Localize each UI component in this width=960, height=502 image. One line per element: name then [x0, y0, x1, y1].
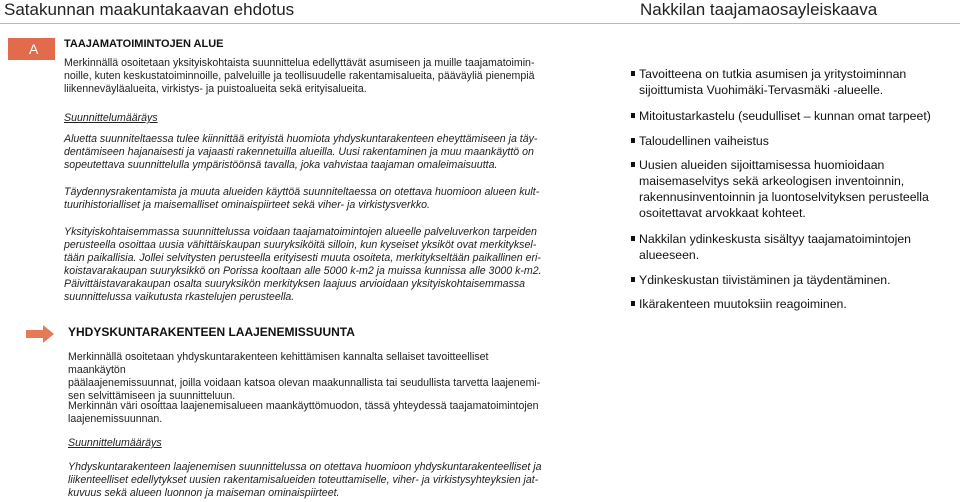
bullet-square-icon [631, 162, 635, 167]
section2-rec-label: Suunnittelumääräys [68, 437, 162, 449]
text-line: Merkinnällä osoitetaan yksityiskohtaista suunnittelua edellyttävät asumiseen ja muille taajamatoimin- [64, 57, 535, 69]
text-line: liikenneväyläalueita, virkistys- ja puistoalueita sekä erityisalueita. [64, 83, 367, 95]
bullet-square-icon [631, 138, 635, 143]
bullet-square-icon [631, 277, 635, 282]
text-line: Aluetta suunniteltaessa tulee kiinnittää erityistä huomiota yhdyskuntarakenteen eheyttämiseen ja täy- [64, 133, 538, 145]
text-line: maisemaselvitys sekä arkeologisen inventoinnin, [639, 174, 905, 188]
section1-rec-2 [64, 186, 544, 212]
section1-rec-label: Suunnittelumääräys [64, 112, 158, 124]
text-line: Nakkilan ydinkeskusta sisältyy taajamatoimintojen [639, 232, 912, 246]
text-line: Yhdyskuntarakenteen laajenemisen suunnittelussa on otettava huomioon yhdyskuntarakenteelliset ja [68, 461, 542, 473]
text-line: suunnittelussa vaikutusta rkastelujen perusteella. [64, 291, 295, 303]
text-line: Ydinkeskustan tiivistäminen ja täydentäminen. [639, 273, 891, 287]
bullet-square-icon [631, 301, 635, 306]
text-line: Merkinnällä osoitetaan yhdyskuntarakenteen kehittämisen kannalta sellaiset tavoitteelliset maankäytön [68, 351, 489, 376]
text-line: Mitoitustarkastelu (seudulliset – kunnan omat tarpeet) [639, 109, 931, 123]
legend-badge-a: A [8, 38, 55, 60]
bullet-item-1 [631, 108, 931, 124]
text-line: osoitettavat arvokkaat kohteet. [639, 206, 806, 220]
bullet-item-0 [631, 66, 906, 98]
section1-definition [64, 57, 544, 96]
text-line: laajenemissuunnan. [68, 413, 163, 425]
title-divider [0, 23, 960, 24]
bullet-item-6 [631, 296, 847, 312]
bullet-text [639, 133, 769, 149]
bullet-text [639, 272, 891, 288]
section1-rec-1 [64, 133, 544, 172]
text-line: päälaajenemissuunnat, joilla voidaan katsoa olevan maakunnallista tai seudullista tarvetta laajenemi- [68, 377, 541, 389]
text-line: noille, kuten keskustatoiminnoille, palveluille ja teollisuudelle rakentamisalueita, pääväyliä pienempiä [64, 70, 535, 82]
bullet-square-icon [631, 236, 635, 241]
bullet-item-2 [631, 133, 769, 149]
text-line: tään paikallisia. Jollei selvitysten perusteella erityisesti muuta osoiteta, merkitykseltään paikallinen eri- [64, 252, 541, 264]
text-line: koistavarakaupan suuryksikkö on Porissa kooltaan alle 5000 k-m2 ja muissa kunnissa alle 3000 k-m2. [64, 265, 542, 277]
bullet-text [639, 296, 847, 312]
bullet-item-3 [631, 157, 929, 221]
left-page-title: Satakunnan maakuntakaavan ehdotus [4, 0, 295, 19]
bullet-text [639, 108, 931, 124]
text-line: tuurihistorialliset ja maisemalliset ominaispiirteet sekä viher- ja virkistysverkko. [64, 199, 430, 211]
section2-definition-2 [68, 400, 548, 426]
text-line: Ikärakenteen muutoksiin reagoiminen. [639, 297, 847, 311]
arrow-right-icon [26, 325, 54, 343]
bullet-item-5 [631, 272, 891, 288]
text-line: kuvuus sekä alueen luonnon ja maiseman ominaispiirteet. [68, 487, 340, 499]
section1-rec-3 [64, 226, 544, 304]
text-line: alueeseen. [639, 248, 700, 262]
bullet-text [639, 157, 929, 221]
bullet-square-icon [631, 71, 635, 76]
text-line: perusteella osoittaa uusia vähittäiskaupan suuryksiköitä silloin, kun kyseiset yksiköt ovat merkityksel- [64, 239, 537, 251]
section2-rec [68, 461, 548, 500]
bullet-text [639, 231, 911, 263]
text-line: Päivittäistavarakaupan osalta suuryksikön merkityksen laajuus arvioidaan yksityiskohtaisemmassa [64, 278, 526, 290]
text-line: Täydennysrakentamista ja muuta alueiden käyttöä suunniteltaessa on otettava huomioon alueen kult- [64, 186, 540, 198]
text-line: sopeutettava suunnittelulla ympäristöönsä tavalla, joka vahvistaa taajaman omaleimaisuutta. [64, 159, 498, 171]
text-line: sen selvittämiseen ja suunnitteluun. [68, 390, 236, 402]
text-line: Taloudellinen vaiheistus [639, 134, 769, 148]
section2-definition [68, 351, 548, 403]
right-page-title: Nakkilan taajamaosayleiskaava [640, 0, 878, 19]
bullet-square-icon [631, 113, 635, 118]
text-line: rakennusinventoinnin ja luontoselvityksen perusteella [639, 190, 929, 204]
arrow-shape [26, 325, 54, 343]
text-line: dentämiseen hajanaisesti ja vajaasti rakennetuilla alueilla. Uusi rakentaminen ja muu maankäyttö on [64, 146, 534, 158]
bullet-text [639, 66, 906, 98]
section-heading-taajamatoiminnot: TAAJAMATOIMINTOJEN ALUE [64, 38, 224, 50]
bullet-item-4 [631, 231, 911, 263]
text-line: sijoittumista Vuohimäki-Tervasmäki -alueelle. [639, 83, 884, 97]
text-line: Yksityiskohtaisemmassa suunnittelussa voidaan taajamatoimintojen alueelle palveluverkon tarpeiden [64, 226, 537, 238]
section-heading-laajenemissuunta: YHDYSKUNTARAKENTEEN LAAJENEMISSUUNTA [68, 325, 355, 339]
text-line: Uusien alueiden sijoittamisessa huomioidaan [639, 158, 885, 172]
text-line: Tavoitteena on tutkia asumisen ja yritystoiminnan [639, 67, 907, 81]
text-line: Merkinnän väri osoittaa laajenemisalueen maankäyttömuodon, tässä yhteydessä taajamatoimintojen [68, 400, 539, 412]
text-line: liikenteelliset edellytykset uusien rakentamisalueiden toteuttamiselle, viher- ja virkistysyhteyksien jat- [68, 474, 539, 486]
